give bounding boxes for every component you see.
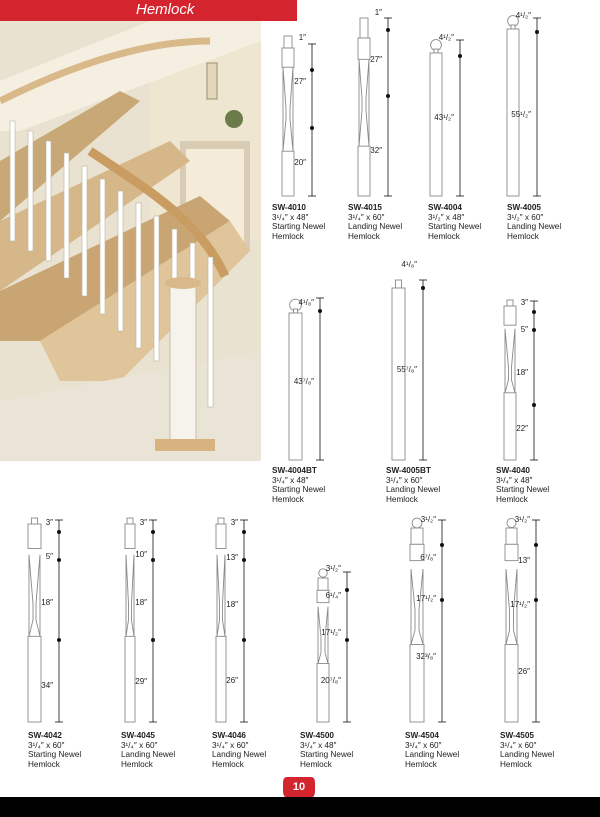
product-type: Landing Newel xyxy=(500,750,555,760)
product-size: 3¹/₄″ x 60″ xyxy=(500,740,537,750)
dimension-line xyxy=(531,517,541,725)
dimension-label: 17¹/₂″ xyxy=(510,600,530,609)
product-caption xyxy=(507,203,561,241)
newel-post-drawing xyxy=(282,36,294,196)
section-title: Hemlock xyxy=(136,1,195,18)
newel-post-drawing xyxy=(507,16,519,196)
product-code: SW-4505 xyxy=(500,731,534,740)
dimension-label: 22″ xyxy=(516,424,528,433)
dimension-label: 18″ xyxy=(135,598,147,607)
newel-post-drawing xyxy=(216,518,226,722)
product-size: 3¹/₄″ x 60″ xyxy=(386,475,423,485)
dimension-line xyxy=(455,37,465,199)
product-caption xyxy=(386,466,440,504)
product-code: SW-4040 xyxy=(496,466,530,475)
dimension-label: 6¹/₄″ xyxy=(325,591,341,600)
dimension-label: 3¹/₂″ xyxy=(325,564,341,573)
product-type: Landing Newel xyxy=(386,485,441,495)
dimension-label: 20″ xyxy=(294,158,306,167)
dimension-line xyxy=(315,295,325,463)
product-caption xyxy=(272,203,325,241)
product-type: Starting Newel xyxy=(272,222,326,232)
dimension-label: 32″ xyxy=(370,146,382,155)
dimension-label: 18″ xyxy=(41,598,53,607)
dimension-label: 20⁷/₈″ xyxy=(320,676,341,685)
dimension-label: 26″ xyxy=(226,676,238,685)
product-code: SW-4004BT xyxy=(272,466,317,475)
newel-post-drawing xyxy=(125,518,135,722)
product-size: 3¹/₄″ x 60″ xyxy=(28,740,65,750)
dimension-line xyxy=(342,569,352,725)
staircase-photo xyxy=(0,21,261,461)
dimension-label: 3″ xyxy=(45,518,53,527)
product-size: 3¹/₄″ x 48″ xyxy=(496,475,533,485)
product-size: 3¹/₄″ x 60″ xyxy=(121,740,158,750)
product-type: Starting Newel xyxy=(300,750,354,760)
product-size: 3¹/₄″ x 60″ xyxy=(405,740,442,750)
product-caption xyxy=(428,203,481,241)
page-footer xyxy=(0,797,600,817)
product-code: SW-4500 xyxy=(300,731,334,740)
dimension-label: 55⁷/₈″ xyxy=(396,365,417,374)
product-caption xyxy=(212,731,266,769)
dimension-label: 18″ xyxy=(516,368,528,377)
product-caption xyxy=(28,731,81,769)
product-type: Landing Newel xyxy=(507,222,562,232)
dimension-label: 26″ xyxy=(518,667,530,676)
dimension-label: 4¹/₂″ xyxy=(438,33,454,42)
product-size: 3¹/₄″ x 60″ xyxy=(348,212,385,222)
dimension-line xyxy=(529,298,539,463)
dimension-label: 32³/₈″ xyxy=(416,652,436,661)
product-size: 3¹/₄″ x 48″ xyxy=(272,212,309,222)
product-species: Hemlock xyxy=(272,231,304,241)
dimension-label: 4¹/₈″ xyxy=(401,260,417,269)
product-size: 3¹/₄″ x 60″ xyxy=(212,740,249,750)
product-code: SW-4045 xyxy=(121,731,155,740)
dimension-line xyxy=(239,517,249,725)
product-caption xyxy=(272,466,325,504)
product-type: Landing Newel xyxy=(121,750,176,760)
product-caption xyxy=(500,731,554,769)
product-size: 3¹/₄″ x 48″ xyxy=(272,475,309,485)
dimension-label: 43⁷/₈″ xyxy=(293,377,314,386)
product-species: Hemlock xyxy=(500,759,532,769)
newel-post-drawing xyxy=(28,518,41,722)
product-species: Hemlock xyxy=(507,231,539,241)
product-species: Hemlock xyxy=(28,759,60,769)
dimension-line xyxy=(418,277,428,463)
dimension-label: 34″ xyxy=(41,681,53,690)
dimension-label: 27″ xyxy=(294,77,306,86)
dimension-label: 55¹/₂″ xyxy=(511,110,531,119)
product-type: Landing Newel xyxy=(212,750,267,760)
product-species: Hemlock xyxy=(121,759,153,769)
product-caption xyxy=(348,203,402,241)
product-size: 3¹/₂″ x 60″ xyxy=(507,212,544,222)
product-code: SW-4004 xyxy=(428,203,462,212)
product-type: Starting Newel xyxy=(28,750,82,760)
product-size: 3¹/₂″ x 48″ xyxy=(428,212,465,222)
dimension-label: 4¹/₂″ xyxy=(515,11,531,20)
dimension-label: 13″ xyxy=(518,556,530,565)
dimension-label: 17¹/₂″ xyxy=(416,594,436,603)
newel-post-drawing xyxy=(504,300,516,460)
product-species: Hemlock xyxy=(212,759,244,769)
product-species: Hemlock xyxy=(300,759,332,769)
product-species: Hemlock xyxy=(428,231,460,241)
dimension-label: 3″ xyxy=(230,518,238,527)
newel-post-drawing xyxy=(505,518,518,722)
page-number: 10 xyxy=(292,781,306,793)
dimension-label: 3¹/₂″ xyxy=(420,515,436,524)
dimension-label: 17¹/₂″ xyxy=(321,628,341,637)
dimension-line xyxy=(54,517,64,725)
product-type: Landing Newel xyxy=(405,750,460,760)
product-code: SW-4046 xyxy=(212,731,246,740)
newel-post-drawing xyxy=(358,18,370,196)
dimension-label: 3¹/₂″ xyxy=(514,515,530,524)
product-species: Hemlock xyxy=(348,231,380,241)
product-caption xyxy=(121,731,175,769)
dimension-label: 13″ xyxy=(226,553,238,562)
dimension-line xyxy=(532,15,542,199)
product-species: Hemlock xyxy=(496,494,528,504)
product-type: Starting Newel xyxy=(428,222,482,232)
dimension-label: 5″ xyxy=(45,552,53,561)
product-species: Hemlock xyxy=(272,494,304,504)
newel-post-drawing xyxy=(410,518,424,722)
product-caption xyxy=(496,466,549,504)
product-code: SW-4005BT xyxy=(386,466,431,475)
dimension-label: 6⁷/₈″ xyxy=(420,553,436,562)
dimension-label: 29″ xyxy=(135,677,147,686)
dimension-label: 3″ xyxy=(139,518,147,527)
dimension-label: 1″ xyxy=(374,8,382,17)
dimension-line xyxy=(437,517,447,725)
product-species: Hemlock xyxy=(405,759,437,769)
product-type: Starting Newel xyxy=(272,485,326,495)
dimension-label: 4¹/₈″ xyxy=(298,298,314,307)
product-code: SW-4005 xyxy=(507,203,541,212)
dimension-label: 43¹/₂″ xyxy=(434,113,454,122)
dimension-label: 3″ xyxy=(520,298,528,307)
product-code: SW-4504 xyxy=(405,731,439,740)
dimension-line xyxy=(307,41,317,199)
product-size: 3¹/₄″ x 48″ xyxy=(300,740,337,750)
dimension-label: 1″ xyxy=(298,33,306,42)
product-code: SW-4042 xyxy=(28,731,62,740)
product-caption xyxy=(405,731,459,769)
dimension-label: 10″ xyxy=(135,550,147,559)
product-caption xyxy=(300,731,353,769)
product-species: Hemlock xyxy=(386,494,418,504)
dimension-line xyxy=(148,517,158,725)
product-code: SW-4015 xyxy=(348,203,382,212)
product-type: Landing Newel xyxy=(348,222,403,232)
dimension-label: 5″ xyxy=(520,325,528,334)
dimension-label: 27″ xyxy=(370,55,382,64)
dimension-label: 18″ xyxy=(226,600,238,609)
product-type: Starting Newel xyxy=(496,485,550,495)
dimension-line xyxy=(383,15,393,199)
product-code: SW-4010 xyxy=(272,203,306,212)
